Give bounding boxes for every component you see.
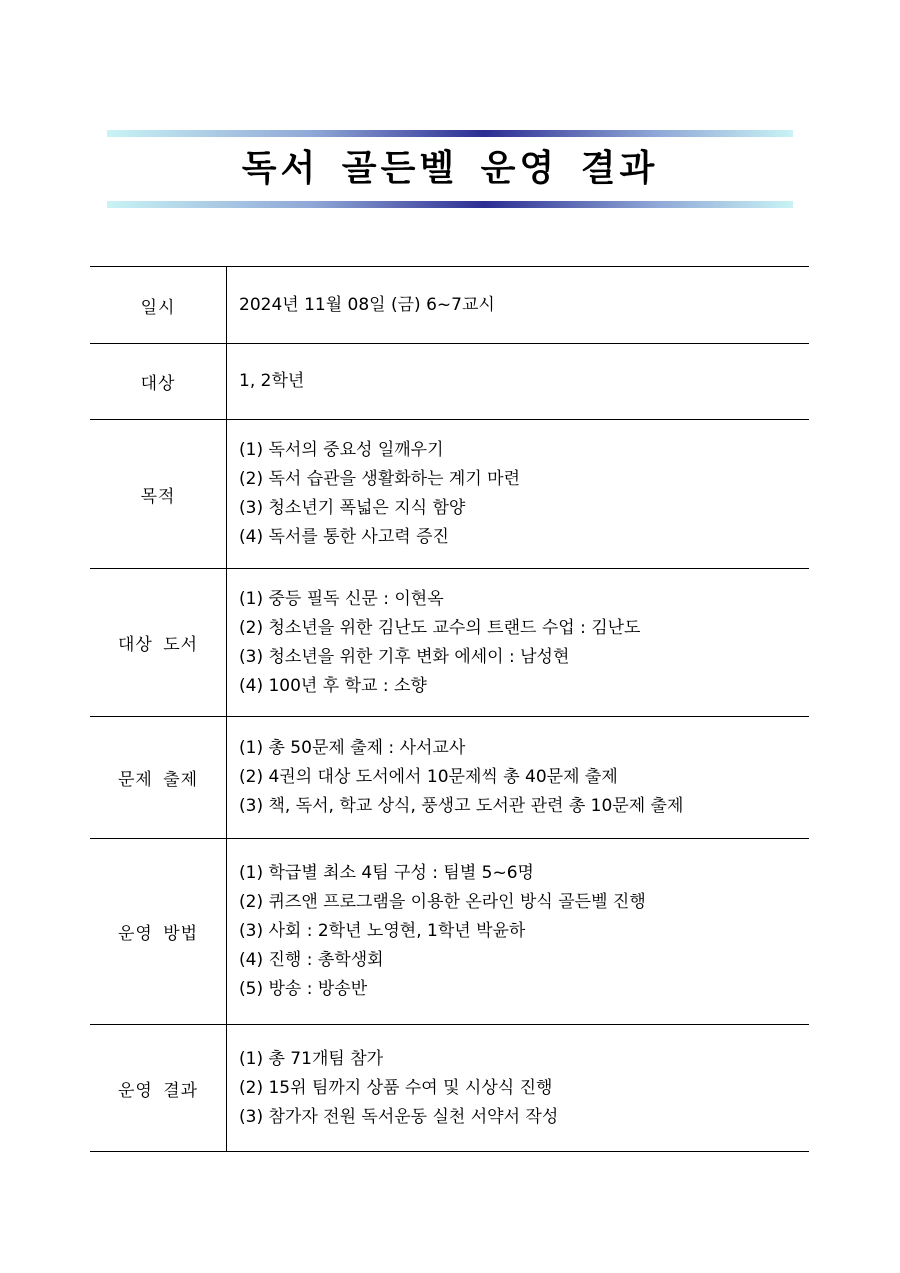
table-row [90,839,809,1025]
row-label-books: 대상 도서 [90,569,227,717]
row-value-questions: (1) 총 50문제 출제 : 사서교사 (2) 4권의 대상 도서에서 10문제씩 총 40문제 출제 (3) 책, 독서, 학교 상식, 풍생고 도서관 관련 총 10문제 출제 [227,717,810,839]
table-row [90,717,809,839]
row-label-method: 운영 방법 [90,839,227,1025]
row-label-target: 대상 [90,344,227,420]
info-table [90,266,809,1152]
row-label-questions: 문제 출제 [90,717,227,839]
row-label-date: 일시 [90,267,227,344]
table-row [90,344,809,420]
row-label-result: 운영 결과 [90,1025,227,1152]
table-row [90,267,809,344]
title-block [107,130,793,210]
table-row [90,569,809,717]
row-value-target: 1, 2학년 [227,344,810,420]
table-row [90,420,809,569]
row-value-date: 2024년 11월 08일 (금) 6~7교시 [227,267,810,344]
title-bar-top [107,130,793,137]
table-row [90,1025,809,1152]
row-value-result: (1) 총 71개팀 참가 (2) 15위 팀까지 상품 수여 및 시상식 진행 (3) 참가자 전원 독서운동 실천 서약서 작성 [227,1025,810,1152]
row-label-purpose: 목적 [90,420,227,569]
page-title: 독서 골든벨 운영 결과 [241,148,659,189]
row-value-purpose: (1) 독서의 중요성 일깨우기 (2) 독서 습관을 생활화하는 계기 마련 (3) 청소년기 폭넓은 지식 함양 (4) 독서를 통한 사고력 증진 [227,420,810,569]
row-value-books: (1) 중등 필독 신문 : 이현옥 (2) 청소년을 위한 김난도 교수의 트랜드 수업 : 김난도 (3) 청소년을 위한 기후 변화 에세이 : 남성현 (4) 100년 후 학교 : 소향 [227,569,810,717]
row-value-method: (1) 학급별 최소 4팀 구성 : 팀별 5~6명 (2) 퀴즈앤 프로그램을 이용한 온라인 방식 골든벨 진행 (3) 사회 : 2학년 노영현, 1학년 박윤하 (4) 진행 : 총학생회 (5) 방송 : 방송반 [227,839,810,1025]
title-bar-bottom [107,201,793,208]
